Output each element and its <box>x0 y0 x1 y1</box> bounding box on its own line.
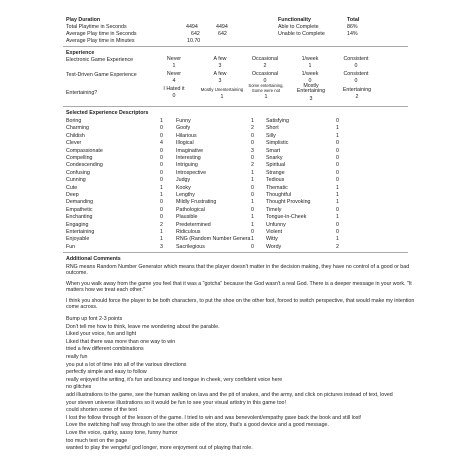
comment-line: really fun <box>66 354 88 360</box>
descriptor-label: Sacrilegious <box>176 243 205 250</box>
experience-option: 1/week <box>301 71 319 77</box>
descriptor-label: Smart <box>266 147 281 154</box>
descriptor-count: 0 <box>336 147 339 154</box>
descriptor-label: Fun <box>66 243 76 250</box>
functionality-label: Able to Complete <box>278 24 319 30</box>
descriptor-count: 3 <box>251 147 254 154</box>
descriptor-label: Predetermined <box>176 221 211 228</box>
descriptor-count: 2 <box>251 125 254 132</box>
descriptor-count: 1 <box>251 118 254 124</box>
experience-option: Some entertaining, Some were not <box>248 83 284 93</box>
descriptor-label: Empathetic <box>66 206 93 213</box>
descriptor-label: Deep <box>66 192 79 198</box>
experience-option: Entertaining <box>342 87 372 93</box>
divider <box>63 106 408 107</box>
descriptor-count: 0 <box>336 169 339 176</box>
comment-paragraph: RNG means Random Number Generator which means that the player doesn't matter in the decision making, they have no control of a good or bad outcome. <box>66 264 410 277</box>
stat-label: Average Play time in Seconds <box>66 31 137 37</box>
descriptor-label: Judgy <box>176 177 191 184</box>
descriptor-count: 2 <box>251 162 254 169</box>
descriptor-count: 1 <box>251 169 254 176</box>
stat-label: Average Play time in Minutes <box>66 38 135 44</box>
descriptor-label: Thematic <box>266 184 288 191</box>
descriptor-count: 0 <box>336 118 339 124</box>
experience-option: Occasional <box>251 71 279 77</box>
descriptor-label: Thought Provoking <box>266 199 311 206</box>
descriptor-label: Interesting <box>176 155 201 161</box>
descriptor-count: 0 <box>336 155 339 161</box>
descriptor-count: 1 <box>160 118 163 124</box>
descriptor-count: 3 <box>160 243 163 250</box>
comment-line: add illustrations to the game, see the human walking on lava and the pit of snakes, and the army, and click on pictures instead of text, loved <box>66 392 393 398</box>
descriptor-count: 0 <box>160 177 163 184</box>
descriptor-label: Introspective <box>176 169 207 176</box>
descriptor-count: 0 <box>336 221 339 228</box>
descriptor-count: 0 <box>251 132 254 139</box>
functionality-total: 14% <box>347 31 358 37</box>
descriptor-count: 4 <box>160 140 163 147</box>
divider <box>63 252 408 253</box>
descriptor-count: 0 <box>160 162 163 169</box>
experience-option: A few <box>213 71 227 77</box>
experience-option: Consistent <box>343 56 369 62</box>
stat-value: 642 <box>218 31 227 37</box>
comment-paragraph: When you walk away from the game you feel that it was a "gotcha" because the God wasn't a real God. There is a deeper message in your work. "It matters how we treat each other." <box>66 281 412 294</box>
descriptor-count: 1 <box>251 236 254 243</box>
descriptor-count: 0 <box>160 199 163 206</box>
descriptor-label: Compassionate <box>66 147 103 154</box>
comment-line: Love the voice, quirky, sassy tone, funny humor <box>66 430 178 436</box>
descriptor-label: Cute <box>66 184 78 191</box>
descriptor-label: Cunning <box>66 177 86 184</box>
descriptor-count: 1 <box>160 192 163 198</box>
descriptor-count: 2 <box>160 221 163 228</box>
descriptor-count: 0 <box>336 206 339 213</box>
functionality-label: Unable to Complete <box>278 31 325 37</box>
experience-option: A few <box>213 56 227 62</box>
descriptor-count: 1 <box>336 132 339 139</box>
descriptor-count: 0 <box>336 229 339 235</box>
stat-value: 4494 <box>186 24 198 30</box>
descriptor-count: 1 <box>336 184 339 191</box>
descriptor-label: Imaginative <box>176 147 204 154</box>
descriptor-label: Intriguing <box>176 162 198 169</box>
descriptor-label: Enjoyable <box>66 236 90 243</box>
descriptor-count: 0 <box>251 206 254 213</box>
experience-option: Mostly Unentertaining <box>200 87 244 92</box>
descriptor-count: 0 <box>160 169 163 176</box>
descriptor-count: 1 <box>160 229 163 235</box>
descriptor-count: 1 <box>251 214 254 221</box>
experience-option: Never <box>166 71 182 77</box>
experience-count: 0 <box>354 78 358 84</box>
stat-value: 642 <box>191 31 200 37</box>
experience-count: 0 <box>308 78 312 84</box>
comment-line: Liked that there was more than one way to win <box>66 338 176 345</box>
descriptor-count: 1 <box>336 199 339 206</box>
comment-line: Bump up font 2-3 points <box>66 316 123 322</box>
descriptor-count: 1 <box>251 177 254 184</box>
descriptor-count: 1 <box>251 199 254 206</box>
descriptor-count: 1 <box>336 192 339 198</box>
experience-count: 1 <box>172 63 176 69</box>
experience-count: 3 <box>218 63 222 69</box>
descriptor-label: Tedious <box>266 177 285 184</box>
comment-line: Love the switching half way through to see the other side of the story, that's a good device and a good message. <box>66 422 329 429</box>
descriptor-label: Mildly Frustrating <box>176 199 217 206</box>
play-duration-heading: Play Duration <box>66 17 101 23</box>
experience-count: 3 <box>309 96 313 102</box>
comment-paragraph: I think you should force the player to be both characters, to put the shoe on the other foot, forced to switch perspective, that would make my intention come across. <box>66 298 415 311</box>
descriptor-label: Pathological <box>176 206 205 213</box>
descriptor-label: Compelling <box>66 155 93 161</box>
comment-line: you put a lot of time into all of the various directions <box>66 361 187 368</box>
descriptor-label: Childish <box>66 132 85 139</box>
descriptor-label: Satisfying <box>266 118 289 124</box>
descriptor-count: 0 <box>160 147 163 154</box>
descriptor-label: Witty <box>266 236 278 243</box>
experience-option: Never <box>166 56 182 62</box>
experience-count: 1 <box>308 63 312 69</box>
experience-count: 2 <box>355 94 359 100</box>
stat-label: Total Playtime in Seconds <box>66 24 127 30</box>
descriptor-count: 0 <box>336 162 339 169</box>
experience-label: Text-Driven Game Experience <box>66 72 137 78</box>
descriptor-label: Simplistic <box>266 140 289 147</box>
descriptor-count: 0 <box>251 140 254 147</box>
stat-value: 10.70 <box>187 38 201 44</box>
comment-line: too much text on the page <box>66 437 128 444</box>
descriptor-count: 0 <box>336 140 339 147</box>
descriptor-count: 0 <box>251 184 254 191</box>
comment-line: Don't tell me how to think, leave me wondering about the parable. <box>66 323 220 330</box>
descriptor-count: 1 <box>251 221 254 228</box>
descriptor-label: Spiritual <box>266 162 286 169</box>
comment-line: wanted to play the vengeful god longer, more enjoyment out of playing that role. <box>66 445 253 452</box>
experience-count: 0 <box>172 93 176 99</box>
descriptor-label: Snarky <box>266 155 283 161</box>
experience-count: 1 <box>264 94 268 100</box>
comment-line: your steven universe illustrations so it would be fun to see your visual artistry in this game too! <box>66 399 286 406</box>
descriptor-label: Goofy <box>176 125 191 132</box>
total-heading: Total <box>347 17 360 23</box>
descriptor-label: Boring <box>66 118 82 124</box>
descriptor-label: Engaging <box>66 221 89 228</box>
descriptor-label: Illogical <box>176 140 194 147</box>
comment-line: no glitches <box>66 384 92 391</box>
functionality-heading: Functionality <box>278 17 311 23</box>
comment-line: tried a few different combinations <box>66 346 144 353</box>
descriptor-label: RNG (Random Number Genera <box>176 236 251 243</box>
descriptor-count: 0 <box>251 243 254 250</box>
descriptor-count: 0 <box>160 206 163 213</box>
descriptor-label: Ridiculous <box>176 229 201 235</box>
descriptor-count: 0 <box>251 192 254 198</box>
experience-count: 3 <box>218 78 222 84</box>
descriptor-count: 0 <box>336 177 339 184</box>
experience-label: Electronic Game Experience <box>66 57 134 63</box>
descriptor-label: Kooky <box>176 184 191 191</box>
descriptor-label: Clever <box>66 140 82 147</box>
experience-option: 1/week <box>301 56 319 62</box>
experience-heading: Experience <box>66 50 95 56</box>
descriptor-count: 0 <box>160 125 163 132</box>
descriptors-heading: Selected Experience Descriptors <box>66 110 149 116</box>
descriptor-label: Lengthy <box>176 192 195 198</box>
comment-line: could shorten some of the text <box>66 407 137 414</box>
comment-line: really enjoyed the writing, it's fun and bouncy and tongue in cheek, very confident voice here <box>66 376 283 383</box>
descriptor-label: Condescending <box>66 162 103 169</box>
descriptor-label: Entertaining <box>66 229 95 235</box>
descriptor-count: 1 <box>336 236 339 243</box>
descriptor-label: Unfunny <box>266 221 286 228</box>
experience-count: 0 <box>263 78 267 84</box>
descriptor-count: 1 <box>336 125 339 132</box>
descriptor-label: Thoughtful <box>266 192 292 198</box>
comment-line: perfectly simple and easy to follow <box>66 369 147 376</box>
descriptor-label: Tongue-in-Cheek <box>266 214 307 221</box>
descriptor-count: 0 <box>251 155 254 161</box>
descriptor-label: Enchanting <box>66 214 93 221</box>
descriptor-label: Short <box>266 125 279 132</box>
descriptor-label: Confusing <box>66 169 90 176</box>
descriptor-label: Wordy <box>266 243 282 250</box>
functionality-total: 86% <box>347 24 358 30</box>
descriptor-label: Strange <box>266 169 285 176</box>
descriptor-count: 0 <box>160 214 163 221</box>
descriptor-label: Silly <box>266 132 276 139</box>
comment-line: Liked your voice, fun and light <box>66 331 137 338</box>
descriptor-count: 0 <box>251 229 254 235</box>
descriptor-count: 1 <box>336 214 339 221</box>
descriptor-count: 1 <box>160 184 163 191</box>
descriptor-label: Plausible <box>176 214 198 221</box>
experience-option: Occasional <box>251 56 279 62</box>
descriptor-label: Charming <box>66 125 89 132</box>
comment-line: I lost the follow through of the lesson of the game. I tried to win and was benevolent/empathy gave back the book and still lost! <box>66 414 362 421</box>
descriptor-count: 2 <box>336 243 339 250</box>
descriptor-count: 0 <box>160 132 163 139</box>
experience-count: 0 <box>354 63 358 69</box>
experience-label: Entertaining? <box>66 90 98 96</box>
experience-option: I Hated it <box>163 86 185 92</box>
stat-value: 4494 <box>216 24 228 30</box>
experience-option: Mostly Entertaining <box>296 83 326 95</box>
descriptor-label: Hilarious <box>176 132 197 139</box>
descriptor-label: Timely <box>266 206 282 213</box>
descriptor-count: 1 <box>160 236 163 243</box>
experience-count: 2 <box>263 63 267 69</box>
comments-heading: Additional Comments <box>66 256 121 262</box>
experience-count: 1 <box>220 94 224 100</box>
descriptor-label: Violent <box>266 229 283 235</box>
descriptor-count: 0 <box>160 155 163 161</box>
experience-option: Consistent <box>343 71 369 77</box>
descriptor-label: Funny <box>176 118 191 124</box>
experience-count: 4 <box>172 78 176 84</box>
divider <box>63 46 408 47</box>
descriptor-label: Demanding <box>66 199 94 206</box>
